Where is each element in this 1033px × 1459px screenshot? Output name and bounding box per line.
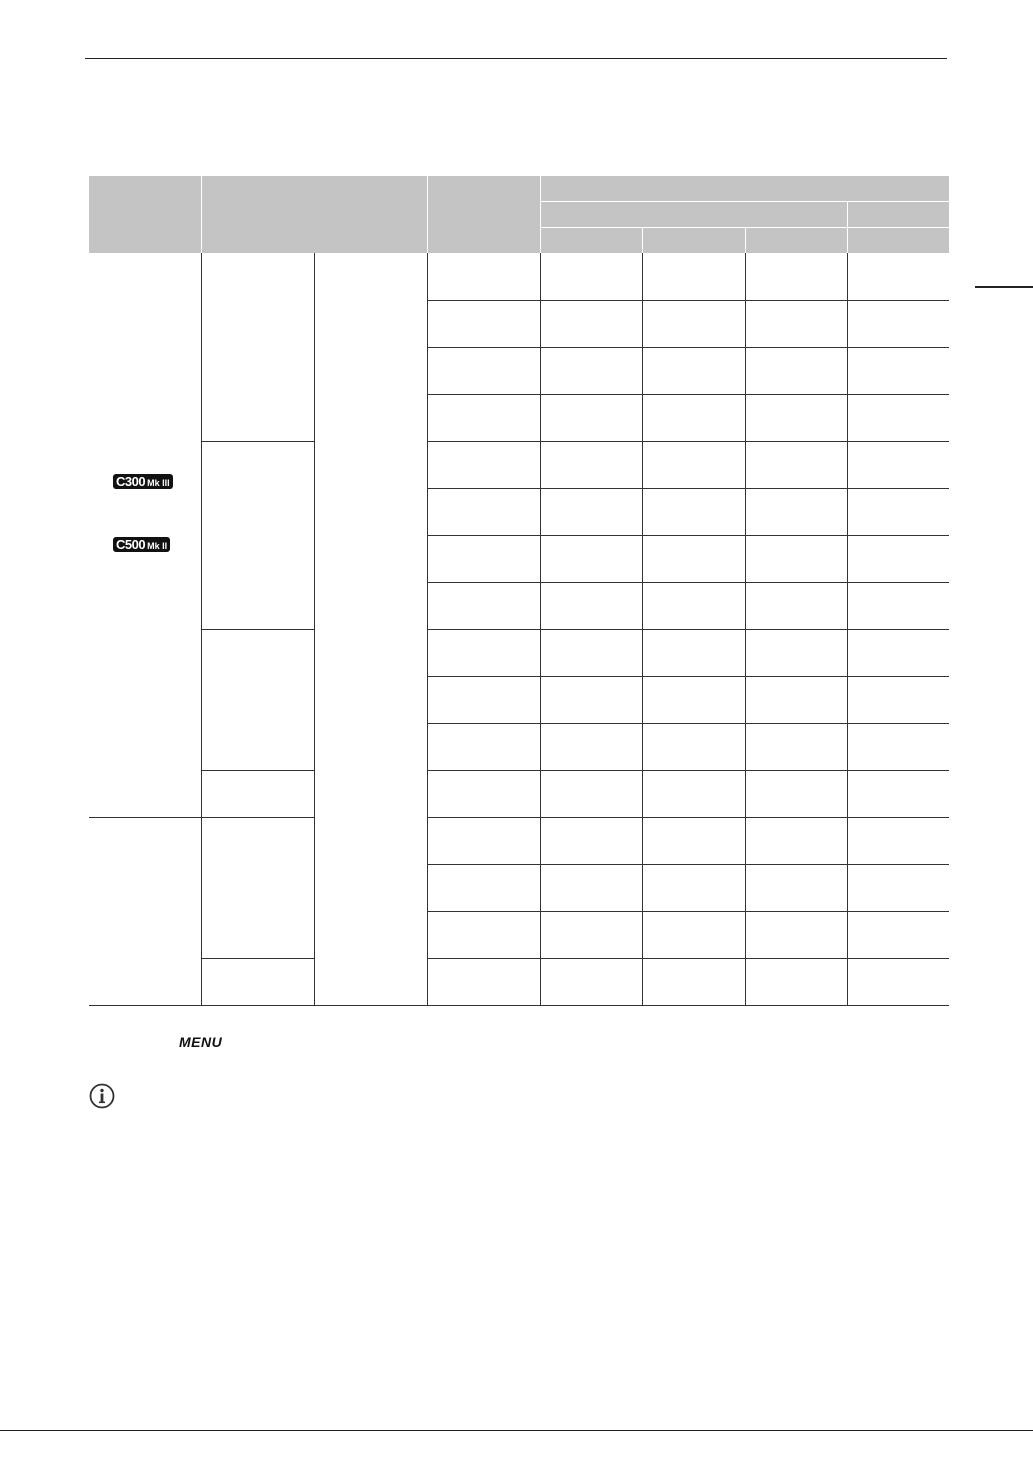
group-divider bbox=[201, 817, 314, 818]
group-divider bbox=[201, 629, 314, 630]
column-divider bbox=[314, 253, 315, 1005]
row-divider bbox=[427, 817, 949, 818]
badge-mark-text: Mk III bbox=[147, 478, 170, 488]
row-divider bbox=[427, 441, 949, 442]
header-divider bbox=[201, 176, 202, 253]
table-bottom-rule bbox=[89, 1005, 949, 1006]
header-subdivider bbox=[540, 201, 949, 202]
info-icon bbox=[89, 1083, 115, 1109]
row-divider bbox=[427, 300, 949, 301]
row-divider bbox=[427, 723, 949, 724]
row-divider bbox=[427, 535, 949, 536]
row-divider bbox=[427, 676, 949, 677]
header-subdivider bbox=[847, 201, 848, 253]
group-divider bbox=[201, 958, 314, 959]
row-divider bbox=[427, 488, 949, 489]
header-subdivider bbox=[642, 227, 643, 253]
chapter-tab-marker bbox=[975, 286, 1033, 288]
header-divider bbox=[427, 176, 428, 253]
model-badge-c500-mk2 bbox=[113, 537, 170, 552]
row-divider bbox=[427, 582, 949, 583]
badge-mark-text: Mk II bbox=[147, 541, 168, 551]
row-divider bbox=[427, 347, 949, 348]
group-divider bbox=[89, 817, 201, 818]
row-divider bbox=[427, 394, 949, 395]
row-divider bbox=[427, 629, 949, 630]
group-divider bbox=[201, 770, 314, 771]
header-rule bbox=[85, 58, 947, 59]
header-divider bbox=[540, 176, 541, 253]
row-divider bbox=[427, 958, 949, 959]
row-divider bbox=[427, 770, 949, 771]
row-divider bbox=[427, 911, 949, 912]
group-divider bbox=[201, 441, 314, 442]
badge-model-text: C500 bbox=[116, 537, 146, 552]
row-divider bbox=[427, 864, 949, 865]
badge-model-text: C300 bbox=[116, 474, 146, 489]
footer-rule bbox=[0, 1430, 1033, 1431]
header-subdivider bbox=[745, 227, 746, 253]
model-badge-c300-mk3 bbox=[113, 474, 173, 489]
table-header-band bbox=[89, 176, 949, 253]
menu-button-icon: MENU bbox=[179, 1034, 223, 1050]
